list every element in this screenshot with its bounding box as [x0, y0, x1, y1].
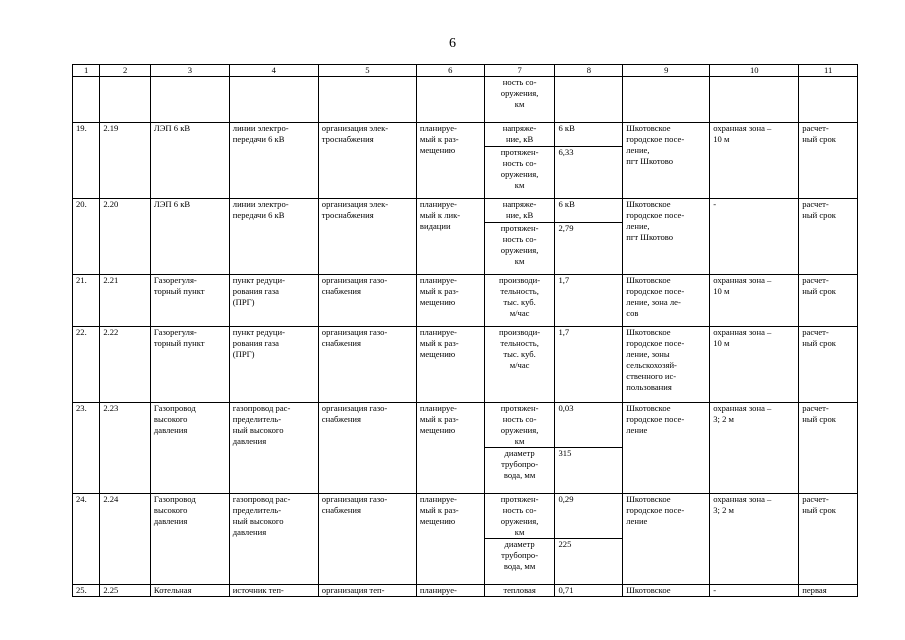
- header-row: [73, 65, 858, 77]
- purpose-cell: газопровод рас- пределитель- ный высокого давления: [229, 494, 318, 585]
- purpose-cell: линии электро- передачи 6 кВ: [229, 123, 318, 199]
- header-cell: 4: [229, 65, 318, 77]
- zone-cell: охранная зона – 10 м: [710, 123, 799, 199]
- parameter-cell: производи- тельность, тыс. куб. м/час: [484, 275, 555, 327]
- zone-cell: охранная зона – 3; 2 м: [710, 403, 799, 494]
- row-number-cell: 22.: [73, 327, 100, 403]
- header-cell: 3: [150, 65, 229, 77]
- term-cell: расчет- ный срок: [799, 199, 858, 275]
- code-cell: 2.25: [100, 585, 151, 597]
- parameter-cell: диаметр трубопро- вода, мм: [484, 448, 555, 494]
- object-name-cell: ЛЭП 6 кВ: [150, 123, 229, 199]
- value-cell: 6 кВ: [555, 123, 623, 147]
- location-cell: Шкотовское городское посе- ление: [623, 403, 710, 494]
- row-number-cell: 19.: [73, 123, 100, 199]
- parameter-cell: ность со- оружения, км: [484, 77, 555, 123]
- row-number-cell: 21.: [73, 275, 100, 327]
- header-cell: 9: [623, 65, 710, 77]
- location-cell: Шкотовское городское посе- ление, зоны сельскохозяй- ственного ис- пользования: [623, 327, 710, 403]
- cell: [623, 77, 710, 123]
- purpose-cell: пункт редуци- рования газа (ПРГ): [229, 275, 318, 327]
- value-cell: 315: [555, 448, 623, 494]
- location-cell: Шкотовское городское посе- ление, пгт Шкотово: [623, 123, 710, 199]
- organization-cell: организация элек- троснабжения: [318, 199, 416, 275]
- table-row: [73, 403, 858, 448]
- table-body: [73, 65, 858, 597]
- code-cell: 2.22: [100, 327, 151, 403]
- header-cell: 7: [484, 65, 555, 77]
- header-cell: 6: [416, 65, 484, 77]
- purpose-cell: газопровод рас- пределитель- ный высокого давления: [229, 403, 318, 494]
- parameter-cell: напряже- ние, кВ: [484, 123, 555, 147]
- cell: [73, 77, 100, 123]
- row-number-cell: 20.: [73, 199, 100, 275]
- value-cell: 0,29: [555, 494, 623, 539]
- cell: [799, 77, 858, 123]
- location-cell: Шкотовское городское посе- ление: [623, 494, 710, 585]
- planning-table: [72, 64, 858, 597]
- row-number-cell: 24.: [73, 494, 100, 585]
- parameter-cell: протяжен- ность со- оружения, км: [484, 223, 555, 275]
- organization-cell: организация теп-: [318, 585, 416, 597]
- object-name-cell: Газорегуля- торный пункт: [150, 327, 229, 403]
- zone-cell: охранная зона – 3; 2 м: [710, 494, 799, 585]
- term-cell: расчет- ный срок: [799, 494, 858, 585]
- header-cell: 11: [799, 65, 858, 77]
- parameter-cell: тепловая: [484, 585, 555, 597]
- purpose-cell: источник теп-: [229, 585, 318, 597]
- status-cell: планируе- мый к раз- мещению: [416, 494, 484, 585]
- value-cell: 6 кВ: [555, 199, 623, 223]
- organization-cell: организация элек- троснабжения: [318, 123, 416, 199]
- zone-cell: охранная зона – 10 м: [710, 327, 799, 403]
- object-name-cell: ЛЭП 6 кВ: [150, 199, 229, 275]
- code-cell: 2.20: [100, 199, 151, 275]
- cell: [416, 77, 484, 123]
- status-cell: планируе- мый к раз- мещению: [416, 327, 484, 403]
- table-row: [73, 199, 858, 223]
- parameter-cell: протяжен- ность со- оружения, км: [484, 403, 555, 448]
- value-cell: 1,7: [555, 327, 623, 403]
- purpose-cell: линии электро- передачи 6 кВ: [229, 199, 318, 275]
- zone-cell: -: [710, 585, 799, 597]
- object-name-cell: Газопровод высокого давления: [150, 494, 229, 585]
- value-cell: 225: [555, 539, 623, 585]
- zone-cell: -: [710, 199, 799, 275]
- status-cell: планируе- мый к раз- мещению: [416, 403, 484, 494]
- header-cell: 1: [73, 65, 100, 77]
- organization-cell: организация газо- снабжения: [318, 327, 416, 403]
- organization-cell: организация газо- снабжения: [318, 494, 416, 585]
- organization-cell: организация газо- снабжения: [318, 275, 416, 327]
- header-cell: 2: [100, 65, 151, 77]
- object-name-cell: Котельная: [150, 585, 229, 597]
- status-cell: планируе-: [416, 585, 484, 597]
- term-cell: расчет- ный срок: [799, 327, 858, 403]
- cell: [555, 77, 623, 123]
- header-cell: 5: [318, 65, 416, 77]
- parameter-cell: диаметр трубопро- вода, мм: [484, 539, 555, 585]
- purpose-cell: пункт редуци- рования газа (ПРГ): [229, 327, 318, 403]
- value-cell: 6,33: [555, 147, 623, 199]
- cell: [100, 77, 151, 123]
- term-cell: расчет- ный срок: [799, 123, 858, 199]
- location-cell: Шкотовское городское посе- ление, зона ле- сов: [623, 275, 710, 327]
- status-cell: планируе- мый к раз- мещению: [416, 123, 484, 199]
- cell: [150, 77, 229, 123]
- term-cell: расчет- ный срок: [799, 403, 858, 494]
- cell: [710, 77, 799, 123]
- code-cell: 2.19: [100, 123, 151, 199]
- zone-cell: охранная зона – 10 м: [710, 275, 799, 327]
- table-row: [73, 275, 858, 327]
- value-cell: 0,71: [555, 585, 623, 597]
- row-number-cell: 23.: [73, 403, 100, 494]
- parameter-cell: производи- тельность, тыс. куб. м/час: [484, 327, 555, 403]
- parameter-cell: напряже- ние, кВ: [484, 199, 555, 223]
- table-row: [73, 494, 858, 539]
- value-cell: 0,03: [555, 403, 623, 448]
- code-cell: 2.23: [100, 403, 151, 494]
- object-name-cell: Газопровод высокого давления: [150, 403, 229, 494]
- code-cell: 2.24: [100, 494, 151, 585]
- status-cell: планируе- мый к лик- видации: [416, 199, 484, 275]
- value-cell: 1,7: [555, 275, 623, 327]
- status-cell: планируе- мый к раз- мещению: [416, 275, 484, 327]
- cell: [229, 77, 318, 123]
- term-cell: первая: [799, 585, 858, 597]
- value-cell: 2,79: [555, 223, 623, 275]
- term-cell: расчет- ный срок: [799, 275, 858, 327]
- parameter-cell: протяжен- ность со- оружения, км: [484, 147, 555, 199]
- row-number-cell: 25.: [73, 585, 100, 597]
- organization-cell: организация газо- снабжения: [318, 403, 416, 494]
- header-cell: 8: [555, 65, 623, 77]
- location-cell: Шкотовское городское посе- ление, пгт Шкотово: [623, 199, 710, 275]
- table-row: [73, 585, 858, 597]
- table-row: [73, 123, 858, 147]
- location-cell: Шкотовское: [623, 585, 710, 597]
- page-number: 6: [449, 36, 456, 51]
- cell: [318, 77, 416, 123]
- continuation-row: [73, 77, 858, 123]
- table-row: [73, 327, 858, 403]
- code-cell: 2.21: [100, 275, 151, 327]
- object-name-cell: Газорегуля- торный пункт: [150, 275, 229, 327]
- parameter-cell: протяжен- ность со- оружения, км: [484, 494, 555, 539]
- header-cell: 10: [710, 65, 799, 77]
